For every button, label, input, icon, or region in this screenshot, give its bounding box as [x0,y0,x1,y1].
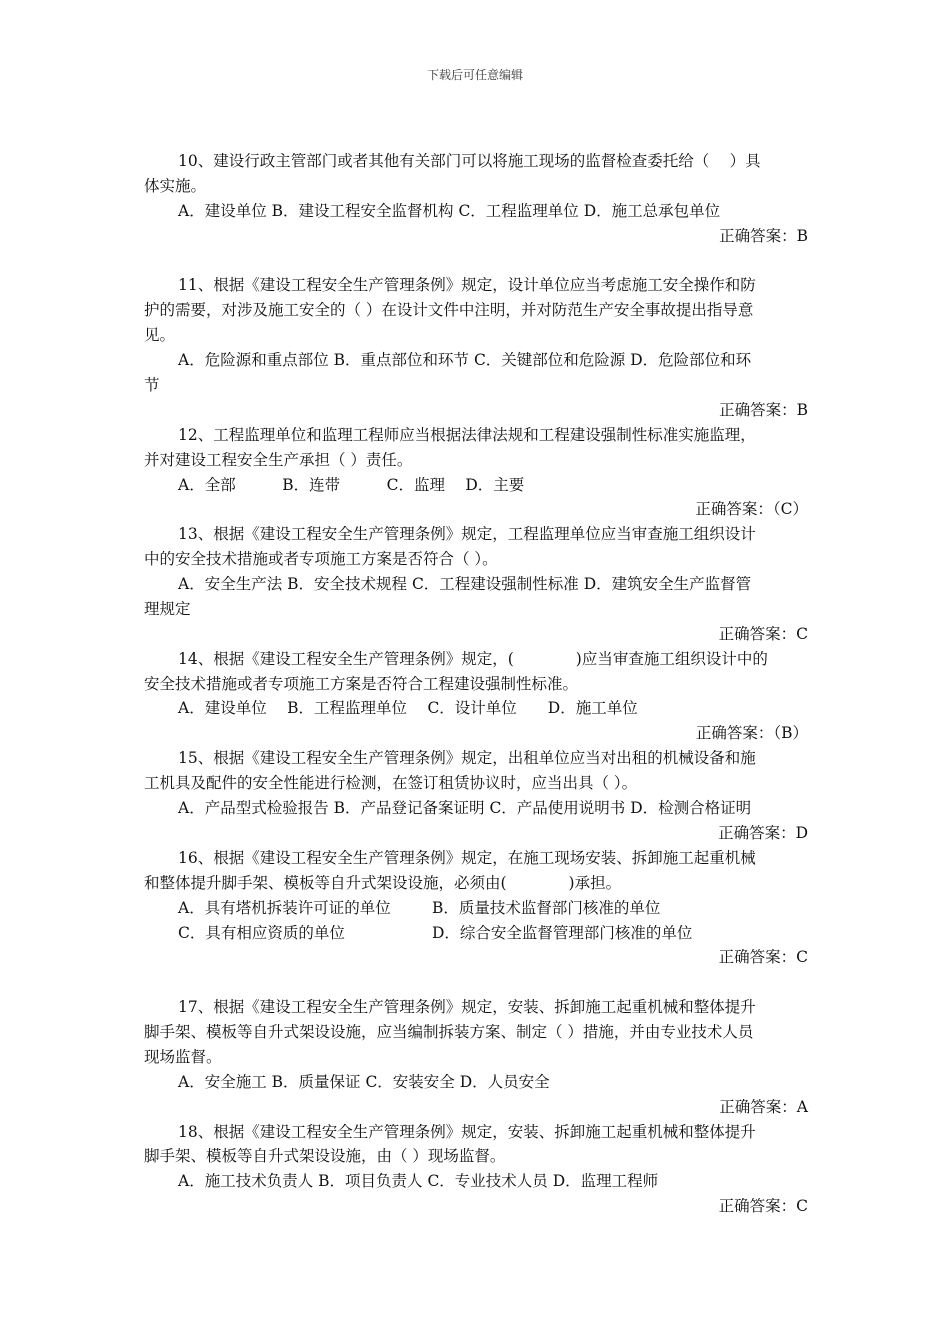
question-15-answer: 正确答案：D [718,824,808,842]
question-17-line-1: 17、根据《建设工程安全生产管理条例》规定，安装、拆卸施工起重机械和整体提升 [178,998,756,1016]
question-11-options-cont: 节 [144,376,160,394]
question-14-line-2: 安全技术措施或者专项施工方案是否符合工程建设强制性标准。 [144,675,579,693]
question-17-answer: 正确答案：A [719,1098,808,1116]
question-12-line-2: 并对建设工程安全生产承担（ ）责任。 [144,451,413,469]
question-13-options: A．安全生产法 B．安全技术规程 C．工程建设强制性标准 D．建筑安全生产监督管 [178,575,752,593]
question-10-answer: 正确答案：B [719,227,808,245]
question-12-options: A．全部 B．连带 C．监理 D．主要 [178,476,525,494]
question-16-answer: 正确答案：C [718,948,808,966]
question-13-line-1: 13、根据《建设工程安全生产管理条例》规定，工程监理单位应当审查施工组织设计 [178,525,756,543]
question-18-line-1: 18、根据《建设工程安全生产管理条例》规定，安装、拆卸施工起重机械和整体提升 [178,1123,756,1141]
question-13-answer: 正确答案：C [718,625,808,643]
question-16-line-2: 和整体提升脚手架、模板等自升式架设设施，必须由( )承担。 [144,874,622,892]
question-16-line-1: 16、根据《建设工程安全生产管理条例》规定，在施工现场安装、拆卸施工起重机械 [178,849,756,867]
question-18-options: A．施工技术负责人 B．项目负责人 C．专业技术人员 D．监理工程师 [178,1172,659,1190]
question-14-answer: 正确答案：（B） [695,724,808,742]
question-15-line-2: 工机具及配件的安全性能进行检测，在签订租赁协议时，应当出具（ ）。 [144,774,638,792]
question-18-line-2: 脚手架、模板等自升式架设设施，由（ ）现场监督。 [144,1147,506,1165]
question-18-answer: 正确答案：C [718,1197,808,1215]
question-11-line-2: 护的需要，对涉及施工安全的（ ）在设计文件中注明，并对防范生产安全事故提出指导意 [144,301,754,319]
question-16-option-d: D．综合安全监督管理部门核准的单位 [432,924,693,942]
question-11-line-1: 11、根据《建设工程安全生产管理条例》规定，设计单位应当考虑施工安全操作和防 [178,276,756,294]
question-16-option-a: A．具有塔机拆装许可证的单位 [178,899,391,917]
question-16-option-c: C．具有相应资质的单位 [178,924,345,942]
page-header: 下载后可任意编辑 [426,68,523,82]
question-13-options-cont: 理规定 [144,600,191,618]
question-14-line-1: 14、根据《建设工程安全生产管理条例》规定，( )应当审查施工组织设计中的 [178,650,768,668]
question-11-options: A．危险源和重点部位 B．重点部位和环节 C．关键部位和危险源 D．危险部位和环 [178,351,752,369]
question-10-options: A．建设单位 B．建设工程安全监督机构 C．工程监理单位 D．施工总承包单位 [178,202,721,220]
question-17-line-3: 现场监督。 [144,1048,222,1066]
question-15-options: A．产品型式检验报告 B．产品登记备案证明 C．产品使用说明书 D．检测合格证明 [178,799,752,817]
question-15-line-1: 15、根据《建设工程安全生产管理条例》规定，出租单位应当对出租的机械设备和施 [178,749,756,767]
question-12-line-1: 12、工程监理单位和监理工程师应当根据法律法规和工程建设强制性标准实施监理， [178,426,756,444]
question-17-line-2: 脚手架、模板等自升式架设设施，应当编制拆装方案、制定（ ）措施，并由专业技术人员 [144,1023,754,1041]
question-17-options: A．安全施工 B．质量保证 C．安装安全 D．人员安全 [178,1073,550,1091]
question-10-line-1: 10、建设行政主管部门或者其他有关部门可以将施工现场的监督检查委托给（ ）具 [178,152,761,170]
question-13-line-2: 中的安全技术措施或者专项施工方案是否符合（ ）。 [144,550,498,568]
question-11-answer: 正确答案：B [719,401,808,419]
question-16-option-b: B．质量技术监督部门核准的单位 [432,899,661,917]
question-10-line-2: 体实施。 [144,177,207,195]
question-11-line-3: 见。 [144,326,176,344]
question-14-options: A．建设单位 B．工程监理单位 C．设计单位 D．施工单位 [178,699,638,717]
question-12-answer: 正确答案：（C） [695,500,808,518]
